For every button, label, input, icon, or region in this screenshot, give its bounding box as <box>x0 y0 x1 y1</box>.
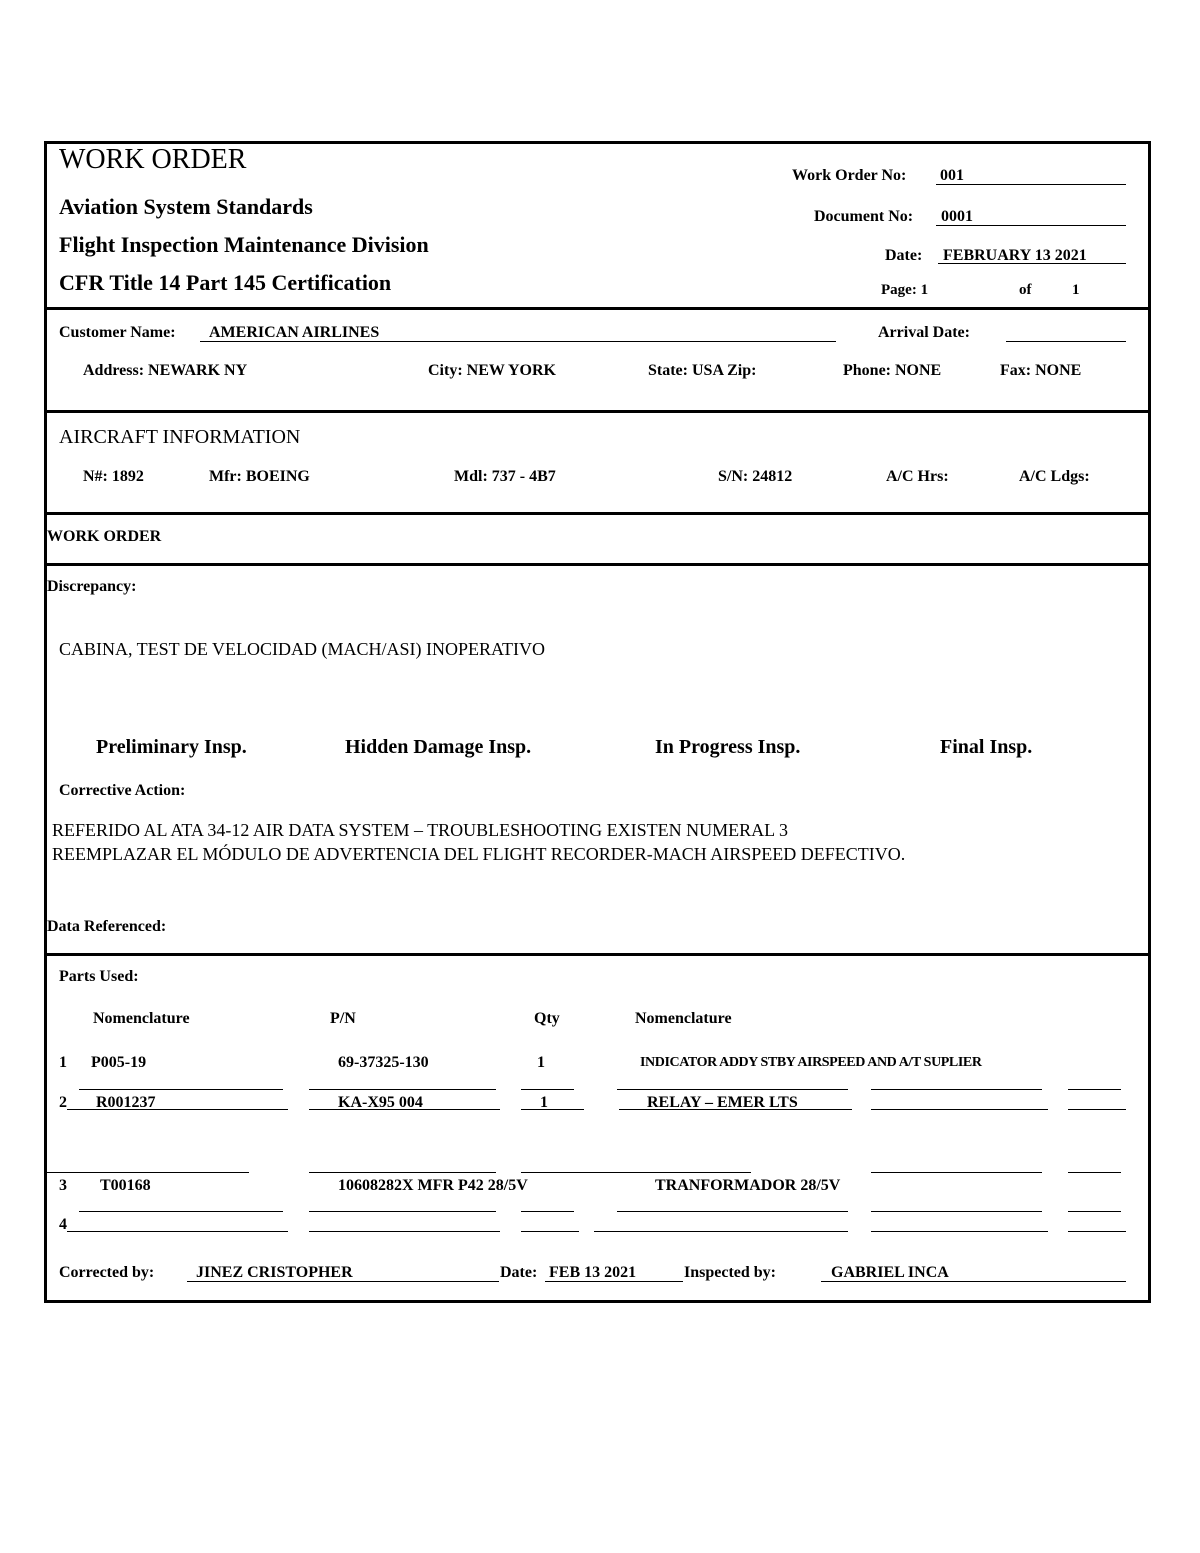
aircraft-sn: S/N: 24812 <box>718 468 793 485</box>
data-referenced-label: Data Referenced: <box>47 918 167 935</box>
part-row-part[interactable]: P005-19 <box>91 1054 147 1071</box>
corrective-action-line-1[interactable]: REFERIDO AL ATA 34-12 AIR DATA SYSTEM – TROUBLESHOOTING EXISTEN NUMERAL 3 <box>52 820 788 840</box>
aircraft-heading: AIRCRAFT INFORMATION <box>59 426 301 448</box>
customer-name-label: Customer Name: <box>59 324 176 341</box>
aircraft-mdl: Mdl: 737 - 4B7 <box>454 468 556 485</box>
arrival-date-underline <box>1006 341 1126 342</box>
city-field: City: NEW YORK <box>428 362 556 379</box>
part-row-part[interactable]: T00168 <box>100 1177 151 1194</box>
aircraft-mfr: Mfr: BOEING <box>209 468 310 485</box>
part-row-number: 3 <box>59 1177 67 1194</box>
corrective-action-label: Corrective Action: <box>59 782 186 799</box>
phone-field: Phone: NONE <box>843 362 942 379</box>
part-row-part[interactable]: R001237 <box>96 1094 156 1111</box>
divider-customer <box>44 410 1151 413</box>
preliminary-insp-label: Preliminary Insp. <box>96 736 247 758</box>
divider-work-order <box>44 563 1151 566</box>
discrepancy-label: Discrepancy: <box>47 578 137 595</box>
part-row-number: 1 <box>59 1054 67 1071</box>
column-header-description: Nomenclature <box>635 1010 732 1027</box>
date-value[interactable]: FEBRUARY 13 2021 <box>943 247 1087 264</box>
footer-date-value[interactable]: FEB 13 2021 <box>549 1264 637 1281</box>
part-row-description[interactable]: RELAY – EMER LTS <box>647 1094 798 1111</box>
customer-name-value[interactable]: AMERICAN AIRLINES <box>209 324 380 341</box>
in-progress-insp-label: In Progress Insp. <box>655 736 801 758</box>
inspected-by-label: Inspected by: <box>684 1264 777 1281</box>
corrected-by-value[interactable]: JINEZ CRISTOPHER <box>196 1264 353 1281</box>
part-row-pn[interactable]: 10608282X MFR P42 28/5V <box>338 1177 528 1194</box>
work-order-section-label: WORK ORDER <box>47 528 162 545</box>
arrival-date-label: Arrival Date: <box>878 324 970 341</box>
aircraft-landings: A/C Ldgs: <box>1019 468 1090 485</box>
form-title: WORK ORDER <box>59 144 247 175</box>
parts-used-label: Parts Used: <box>59 968 139 985</box>
corrected-by-label: Corrected by: <box>59 1264 155 1281</box>
page-total: 1 <box>1072 282 1080 298</box>
org-line-3: CFR Title 14 Part 145 Certification <box>59 270 392 295</box>
document-no-underline <box>936 225 1126 226</box>
part-row-pn[interactable]: 69-37325-130 <box>338 1054 429 1071</box>
state-zip-field: State: USA Zip: <box>648 362 757 379</box>
corrective-action-line-2[interactable]: REEMPLAZAR EL MÓDULO DE ADVERTENCIA DEL FLIGHT RECORDER-MACH AIRSPEED DEFECTIVO. <box>52 844 906 864</box>
column-header-nomenclature: Nomenclature <box>93 1010 190 1027</box>
inspected-by-value[interactable]: GABRIEL INCA <box>831 1264 949 1281</box>
document-no-value[interactable]: 0001 <box>941 208 973 225</box>
org-line-2: Flight Inspection Maintenance Division <box>59 232 429 257</box>
work-order-no-underline <box>936 184 1126 185</box>
part-row-description[interactable]: INDICATOR ADDY STBY AIRSPEED AND A/T SUPLIER <box>640 1055 982 1070</box>
footer-date-label: Date: <box>500 1264 538 1281</box>
page-of-label: of <box>1019 282 1032 298</box>
divider-aircraft <box>44 512 1151 515</box>
customer-name-underline <box>200 341 836 342</box>
hidden-damage-insp-label: Hidden Damage Insp. <box>345 736 532 758</box>
part-row-qty[interactable]: 1 <box>540 1094 548 1111</box>
column-header-pn: P/N <box>330 1010 356 1027</box>
document-no-label: Document No: <box>814 208 914 225</box>
work-order-no-label: Work Order No: <box>792 167 907 184</box>
aircraft-n-number: N#: 1892 <box>83 468 144 485</box>
divider-header <box>44 307 1151 310</box>
discrepancy-text[interactable]: CABINA, TEST DE VELOCIDAD (MACH/ASI) INOPERATIVO <box>59 639 545 659</box>
part-row-number: 2 <box>59 1094 67 1111</box>
fax-field: Fax: NONE <box>1000 362 1082 379</box>
part-row-qty[interactable]: 1 <box>537 1054 545 1071</box>
part-row-number: 4 <box>59 1216 67 1233</box>
aircraft-hours: A/C Hrs: <box>886 468 949 485</box>
date-label: Date: <box>885 247 923 264</box>
column-header-qty: Qty <box>534 1010 560 1027</box>
final-insp-label: Final Insp. <box>940 736 1033 758</box>
page-label: Page: 1 <box>881 282 929 298</box>
org-line-1: Aviation System Standards <box>59 194 313 219</box>
address-field: Address: NEWARK NY <box>83 362 248 379</box>
part-row-pn[interactable]: KA-X95 004 <box>338 1094 423 1111</box>
work-order-form <box>44 141 1151 1303</box>
work-order-no-value[interactable]: 001 <box>940 167 964 184</box>
divider-parts <box>44 953 1151 956</box>
part-row-description[interactable]: TRANFORMADOR 28/5V <box>655 1177 841 1194</box>
date-underline <box>938 263 1126 264</box>
